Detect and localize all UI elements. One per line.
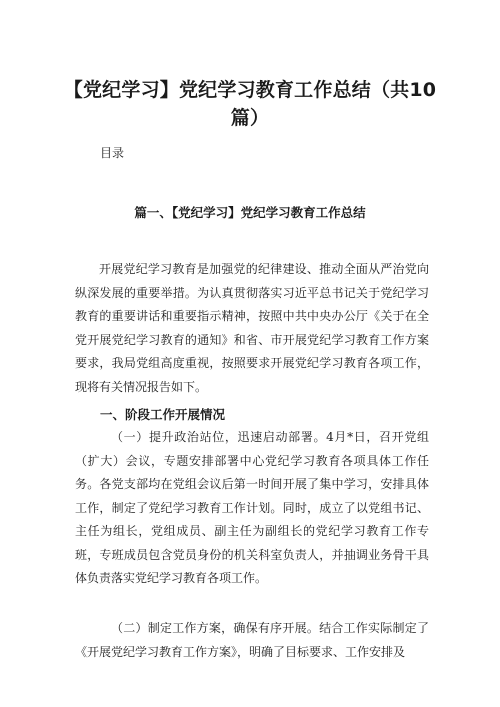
toc-label: 目录 bbox=[100, 146, 125, 160]
paragraph-item-2: （二）制定工作方案，确保有序开展。结合工作实际制定了《开展党纪学习教育工作方案》，明确了目标要求、工作安排及 bbox=[75, 621, 429, 659]
paragraph-item-1: （一）提升政治站位，迅速启动部署。4月*日，召开党组（扩大）会议，专题安排部署中心党纪学习教育各项具体工作任务。各党支部均在党组会议后第一时间开展了集中学习，安排具体工作，制定了党纪学习教育工作计划。同时，成立了以党组书记、主任为组长，党组成员、副主任为副组长的党纪学习教育工作专班，专班成员包含党员身份的机关科室负责人，并抽调业务骨干具体负责落实党纪学习教育各项工作。 bbox=[75, 430, 429, 585]
intro-paragraph: 开展党纪学习教育是加强党的纪律建设、推动全面从严治党向纵深发展的重要举措。为认真贯彻落实习近平总书记关于党纪学习教育的重要讲话和重要指示精神，按照中共中央办公厅《关于在全党开展党纪学习教育的通知》和省、市开展党纪学习教育工作方案要求，我局党组高度重视，按照要求开展党纪学习教育各项工作，现将有关情况报告如下。 bbox=[75, 262, 429, 394]
heading-stage-work: 一、阶段工作开展情况 bbox=[100, 407, 226, 422]
document-title: 【党纪学习】党纪学习教育工作总结（共10篇） bbox=[63, 79, 437, 129]
section-heading: 篇一、【党纪学习】党纪学习教育工作总结 bbox=[134, 205, 366, 220]
